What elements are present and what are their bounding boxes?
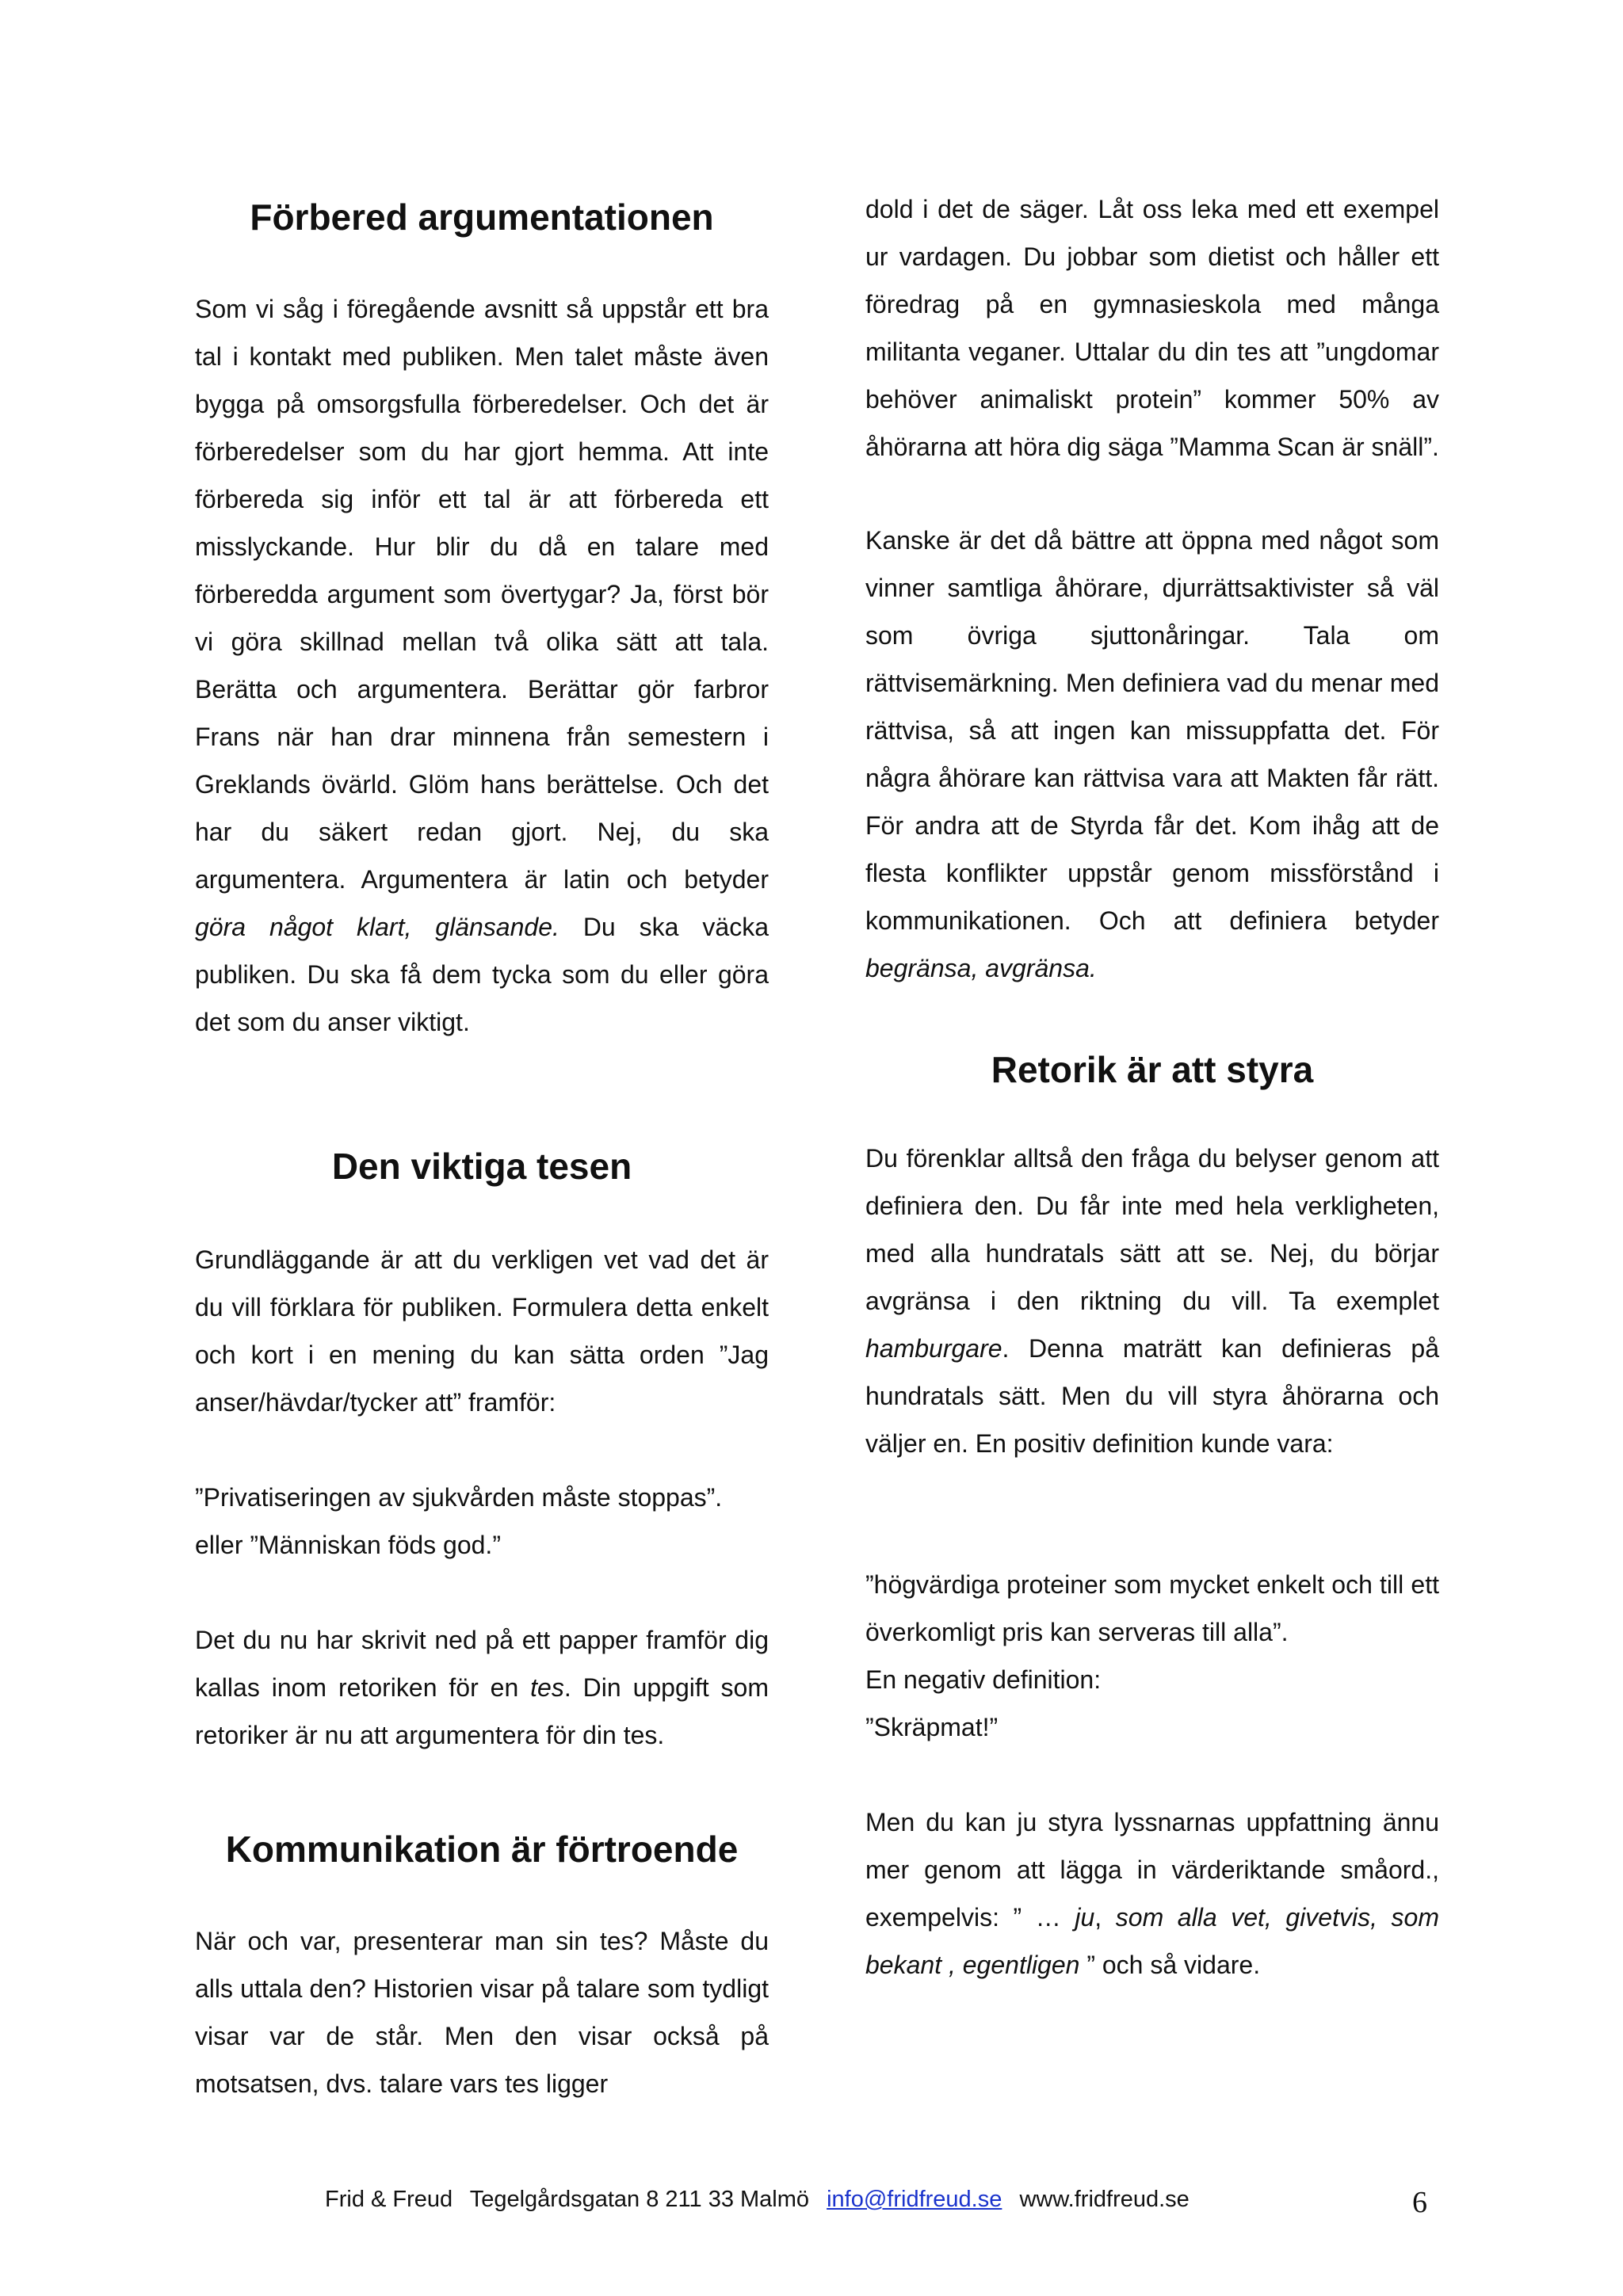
paragraph-tes-definition: Det du nu har skrivit ned på ett papper framför dig kallas inom retoriken för en tes. Din uppgift som retoriker är nu att argumentera för din tes.: [195, 1626, 769, 1749]
page-number: 6: [1412, 2186, 1427, 2219]
footer-website: www.fridfreud.se: [1019, 2187, 1190, 2212]
heading-den-viktiga-tesen: Den viktiga tesen: [331, 1146, 632, 1187]
footer-address: Tegelgårdsgatan 8 211 33 Malmö: [469, 2187, 810, 2212]
paragraph-forenklar: Du förenklar alltså den fråga du belyser genom att definiera den. Du får inte med hela verkligheten, med alla hundratals sätt att se. Nej, du börjar avgränsa i den riktning du vill. Ta exemplet hamburgare. Denna maträtt kan definieras på hundratals sätt. Men du vill styra åhörarna och väljer en. En positiv definition kunde vara:: [865, 1144, 1439, 1458]
footer-email-link[interactable]: info@fridfreud.se: [827, 2187, 1002, 2212]
paragraph-tesen: Grundläggande är att du verkligen vet vad det är du vill förklara för publiken. Formulera detta enkelt och kort i en mening du kan sätta orden ”Jag anser/hävdar/tycker att” framför:: [195, 1245, 769, 1417]
paragraph-kanske: Kanske är det då bättre att öppna med något som vinner samtliga åhörare, djurrättsaktivister så väl som övriga sjuttonåringar. Tala om rättvisemärkning. Men definiera vad du menar med rättvisa, så att ingen kan missuppfatta det. För några åhörare kan rättvisa vara att Makten får rätt. För andra att de Styrda får det. Kom ihåg att de flesta konflikter uppstår genom missförstånd i kommunikationen. Och att definiera betyder begränsa, avgränsa.: [865, 526, 1439, 982]
paragraph-styra-lyssnarnas: Men du kan ju styra lyssnarnas uppfattning ännu mer genom att lägga in värderiktande småord., exempelvis: ” … ju, som alla vet, givetvis, som bekant , egentligen ” och så vidare.: [865, 1808, 1440, 1979]
paragraph-forbered: Som vi såg i föregående avsnitt så uppstår ett bra tal i kontakt med publiken. Men talet måste även bygga på omsorgsfulla förberedelser. Och det är förberedelser som du har gjort hemma. Att inte förbereda sig inför ett tal är att förbereda ett misslyckande. Hur blir du då en talare med förberedda argument som övertygar? Ja, först bör vi göra skillnad mellan två olika sätt att tala. Berätta och argumentera. Berättar gör farbror Frans när han drar minnena från semestern i Greklands övärld. Glöm hans berättelse. Och det har du säkert redan gjort. Nej, du ska argumentera. Argumentera är latin och betyder göra något klart, glänsande. Du ska väcka publiken. Du ska få dem tycka som du eller göra det som du anser viktigt.: [195, 295, 769, 1036]
paragraph-dold: dold i det de säger. Låt oss leka med ett exempel ur vardagen. Du jobbar som dietist och håller ett föredrag på en gymnasieskola med många militanta veganer. Uttalar du din tes att ”ungdomar behöver animaliskt protein” kommer 50% av åhörarna att höra dig säga ”Mamma Scan är snäll”.: [865, 195, 1439, 461]
paragraph-kommunikation: När och var, presenterar man sin tes? Måste du alls uttala den? Historien visar på talare som tydligt visar var de står. Men den visar också på motsatsen, dvs. talare vars tes ligger: [195, 1927, 769, 2098]
paragraph-positive-definition: ”högvärdiga proteiner som mycket enkelt och till ett överkomligt pris kan serveras till alla”.: [865, 1570, 1439, 1646]
paragraph-tes-examples: ”Privatiseringen av sjukvården måste stoppas”. eller ”Människan föds god.”: [195, 1483, 723, 1559]
heading-forbered-argumentationen: Förbered argumentationen: [250, 196, 714, 238]
page-footer: [325, 2183, 1434, 2215]
footer-org: Frid & Freud: [325, 2187, 453, 2212]
heading-retorik-ar-att-styra: Retorik är att styra: [991, 1049, 1314, 1090]
paragraph-negative-definition: En negativ definition: ”Skräpmat!”: [865, 1665, 1102, 1741]
heading-kommunikation: Kommunikation är förtroende: [225, 1829, 739, 1870]
